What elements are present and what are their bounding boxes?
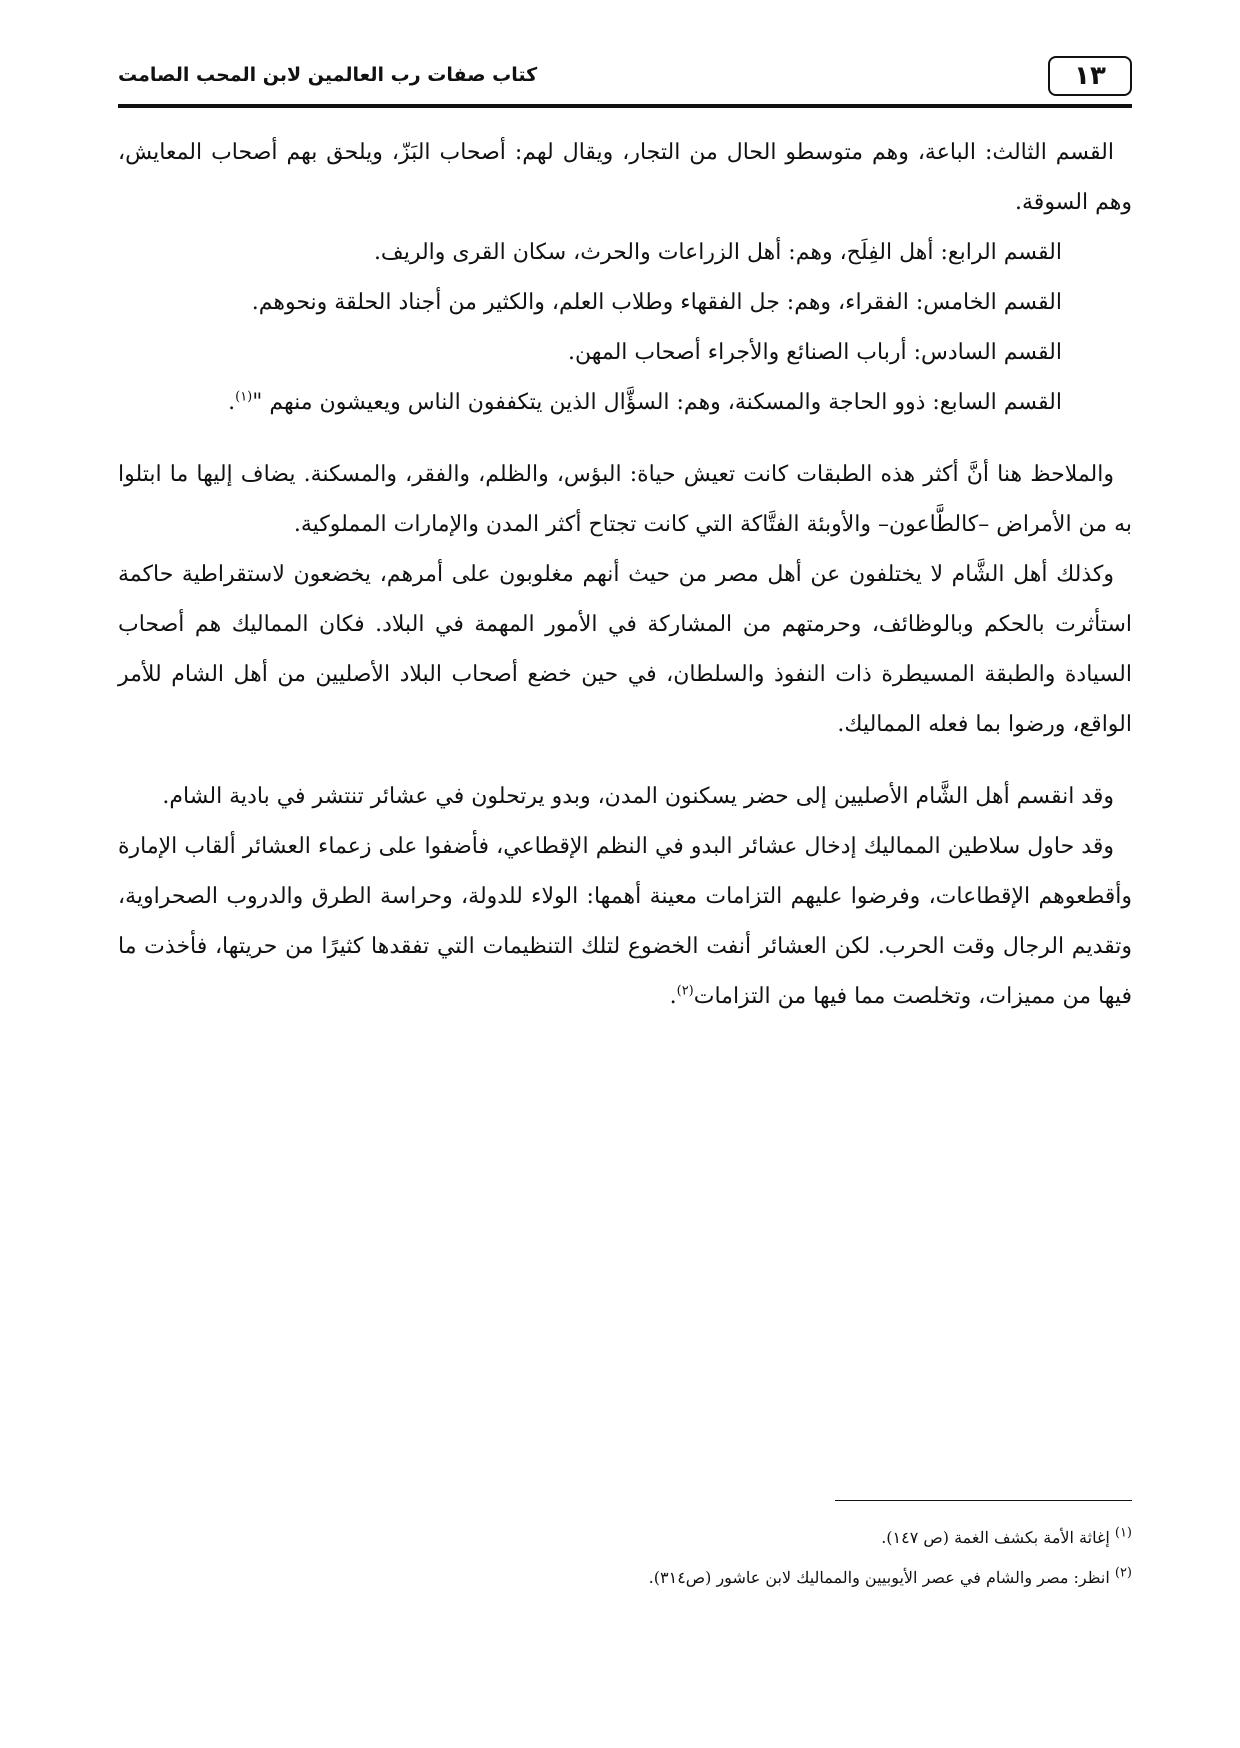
paragraph-category-7-text: القسم السابع: ذوو الحاجة والمسكنة، وهم: السؤَّال الذين يتكففون الناس ويعيشون منهم ": [252, 390, 1062, 415]
footnote-1-marker: (١): [1114, 1525, 1132, 1541]
paragraph-sultans: [118, 822, 1132, 1022]
paragraph-category-5: القسم الخامس: الفقراء، وهم: جل الفقهاء وطلاب العلم، والكثير من أجناد الحلقة ونحوهم.: [251, 290, 1062, 315]
paragraph-observation: والملاحظ هنا أنَّ أكثر هذه الطبقات كانت تعيش حياة: البؤس، والظلم، والفقر، والمسكنة. يضاف إليها ما ابتلوا به من الأمراض –كالطَّاعون– والأوبئة الفتَّاكة التي كانت تجتاح أكثر المدن والإمارات المملوكية.: [118, 462, 1132, 537]
footnote-ref-1[interactable]: (١): [235, 389, 253, 405]
page-header: [118, 56, 1132, 106]
header-rule: [118, 104, 1132, 108]
running-title: كتاب صفات رب العالمين لابن المحب الصامت: [118, 64, 538, 86]
footnotes: [118, 1518, 1132, 1598]
page-number: ١٣: [1048, 56, 1132, 96]
paragraph-category-6: القسم السادس: أرباب الصنائع والأجراء أصحاب المهن.: [567, 340, 1062, 365]
paragraph-sham-division: وقد انقسم أهل الشَّام الأصليين إلى حضر يسكنون المدن، وبدو يرتحلون في عشائر تنتشر في بادية الشام.: [162, 784, 1114, 809]
footnote-1: [118, 1518, 1132, 1558]
footnote-2-text: انظر: مصر والشام في عصر الأيوبيين والمماليك لابن عاشور (ص٣١٤).: [648, 1568, 1110, 1587]
paragraph-category-7-end: .: [228, 390, 236, 415]
paragraph-sham: وكذلك أهل الشَّام لا يختلفون عن أهل مصر من حيث أنهم مغلوبون على أمرهم، يخضعون لاستقراطية حاكمة استأثرت بالحكم وبالوظائف، وحرمتهم من المشاركة في الأمور المهمة في البلاد. فكان المماليك هم أصحاب السيادة والطبقة المسيطرة ذات النفوذ والسلطان، في حين خضع أصحاب البلاد الأصليين من أهل الشام للأمر الواقع، ورضوا بما فعله المماليك.: [118, 562, 1132, 737]
paragraph-category-7: [118, 378, 1132, 428]
footnote-ref-2[interactable]: (٢): [676, 983, 694, 999]
footnote-2-marker: (٢): [1114, 1565, 1132, 1581]
paragraph-category-4: القسم الرابع: أهل الفِلَح، وهم: أهل الزراعات والحرث، سكان القرى والريف.: [373, 240, 1062, 265]
paragraph-category-3: القسم الثالث: الباعة، وهم متوسطو الحال من التجار، ويقال لهم: أصحاب البَزّ، ويلحق بهم أصحاب المعايش، وهم السوقة.: [118, 140, 1132, 215]
footnote-1-text: إغاثة الأمة بكشف الغمة (ص ١٤٧).: [881, 1528, 1110, 1547]
footnote-separator: [835, 1500, 1132, 1501]
paragraph-sultans-end: .: [669, 984, 677, 1009]
body-text: [118, 128, 1132, 1022]
footnote-2: [118, 1558, 1132, 1598]
paragraph-sultans-text: وقد حاول سلاطين المماليك إدخال عشائر البدو في النظم الإقطاعي، فأضفوا على زعماء العشائر ألقاب الإمارة وأقطعوهم الإقطاعات، وفرضوا عليهم التزامات معينة أهمها: الولاء للدولة، وحراسة الطرق والدروب الصحراوية، وتقديم الرجال وقت الحرب. لكن العشائر أنفت الخضوع لتلك التنظيمات التي تفقدها كثيرًا من حريتها، فأخذت ما فيها من مميزات، وتخلصت مما فيها من التزامات: [118, 834, 1132, 1009]
